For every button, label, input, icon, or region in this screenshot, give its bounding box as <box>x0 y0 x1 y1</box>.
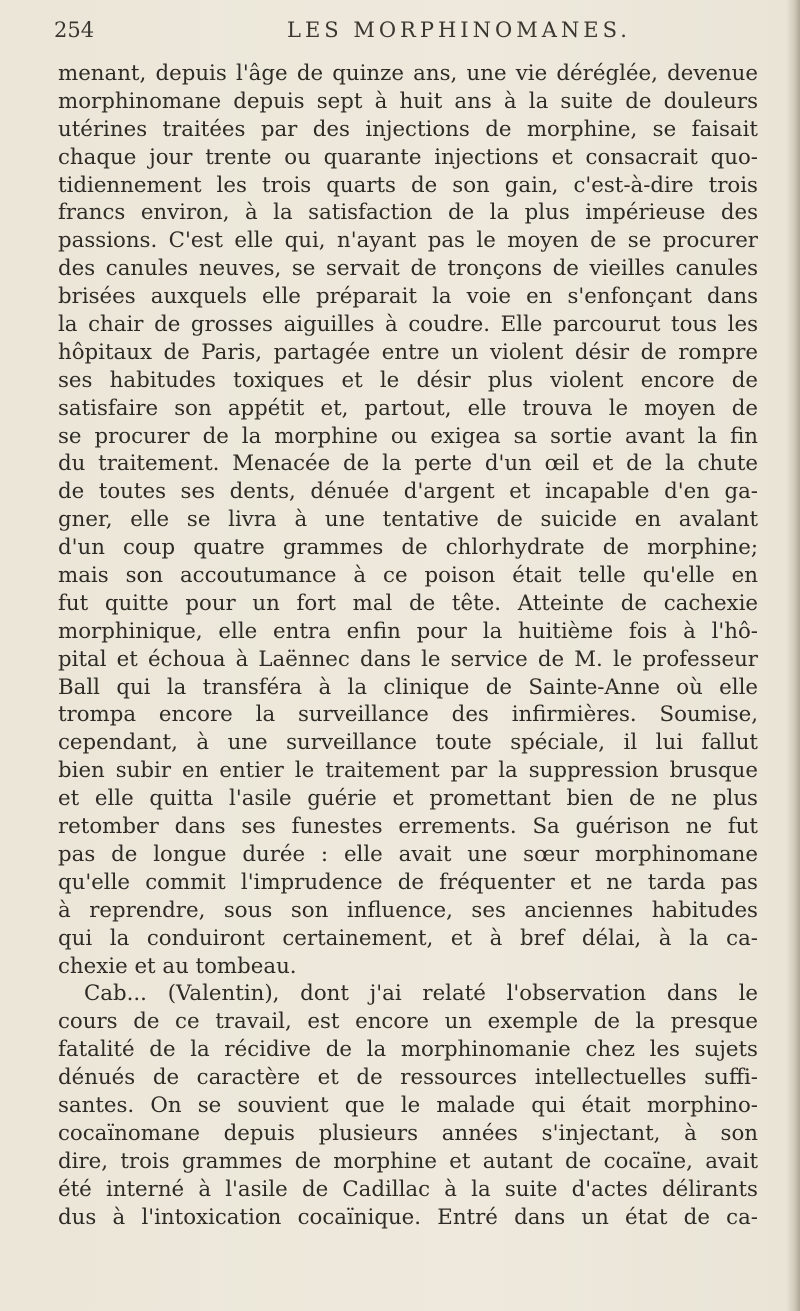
text-line: dénués de caractère et de ressources intellectuelles suffi- <box>58 1065 758 1091</box>
text-line: francs environ, à la satisfaction de la plus impérieuse des <box>58 200 758 226</box>
text-line: chaque jour trente ou quarante injections et consacrait quo- <box>58 144 758 170</box>
text-line: fatalité de la récidive de la morphinomanie chez les sujets <box>58 1037 758 1063</box>
text-line: dire, trois grammes de morphine et autant de cocaïne, avait <box>58 1148 758 1174</box>
text-line: fut quitte pour un fort mal de tête. Atteinte de cachexie <box>58 590 758 616</box>
page-header <box>54 14 754 48</box>
text-line: brisées auxquels elle préparait la voie en s'enfonçant dans <box>58 284 758 310</box>
body-text <box>58 60 758 1231</box>
text-line: d'un coup quatre grammes de chlorhydrate de morphine; <box>58 535 758 561</box>
text-line: santes. On se souvient que le malade qui était morphino- <box>58 1092 758 1118</box>
text-line: utérines traitées par des injections de morphine, se faisait <box>58 116 758 142</box>
text-line: à reprendre, sous son influence, ses anciennes habitudes <box>58 897 758 923</box>
text-line: la chair de grosses aiguilles à coudre. Elle parcourut tous les <box>58 312 758 338</box>
page-number: 254 <box>54 18 95 42</box>
text-line: morphinique, elle entra enfin pour la huitième fois à l'hô- <box>58 618 758 644</box>
text-line: morphinomane depuis sept à huit ans à la suite de douleurs <box>58 88 758 114</box>
text-line: des canules neuves, se servait de tronçons de vieilles canules <box>58 256 758 282</box>
text-line: qui la conduiront certainement, et à bref délai, à la ca- <box>58 925 758 951</box>
text-line: cocaïnomane depuis plusieurs années s'injectant, à son <box>58 1120 758 1146</box>
text-line: qu'elle commit l'imprudence de fréquenter et ne tarda pas <box>58 869 758 895</box>
text-line: bien subir en entier le traitement par la suppression brusque <box>58 758 758 784</box>
text-line: et elle quitta l'asile guérie et promettant bien de ne plus <box>58 786 758 812</box>
text-line: trompa encore la surveillance des infirmières. Soumise, <box>58 702 758 728</box>
paragraph-start-line: Cab... (Valentin), dont j'ai relaté l'observation dans le <box>84 981 758 1007</box>
text-line: mais son accoutumance à ce poison était telle qu'elle en <box>58 563 758 589</box>
text-line: pital et échoua à Laënnec dans le service de M. le professeur <box>58 646 758 672</box>
paragraph-end-line: chexie et au tombeau. <box>58 953 297 979</box>
text-line: pas de longue durée : elle avait une sœur morphinomane <box>58 841 758 867</box>
text-line: tidiennement les trois quarts de son gain, c'est-à-dire trois <box>58 172 758 198</box>
text-line: Ball qui la transféra à la clinique de Sainte-Anne où elle <box>58 674 758 700</box>
text-line: cours de ce travail, est encore un exemple de la presque <box>58 1009 758 1035</box>
text-line: passions. C'est elle qui, n'ayant pas le moyen de se procurer <box>58 228 758 254</box>
text-line: satisfaire son appétit et, partout, elle trouva le moyen de <box>58 395 758 421</box>
text-line: été interné à l'asile de Cadillac à la suite d'actes délirants <box>58 1176 758 1202</box>
text-line: cependant, à une surveillance toute spéciale, il lui fallut <box>58 730 758 756</box>
text-line: de toutes ses dents, dénuée d'argent et incapable d'en ga- <box>58 479 758 505</box>
text-line: menant, depuis l'âge de quinze ans, une vie déréglée, devenue <box>58 61 758 86</box>
text-line: gner, elle se livra à une tentative de suicide en avalant <box>58 507 758 533</box>
text-line: retomber dans ses funestes errements. Sa guérison ne fut <box>58 814 758 840</box>
text-line: du traitement. Menacée de la perte d'un œil et de la chute <box>58 451 758 477</box>
running-title: LES MORPHINOMANES. <box>287 18 631 42</box>
text-line: se procurer de la morphine ou exigea sa sortie avant la fin <box>58 423 758 449</box>
text-line: ses habitudes toxiques et le désir plus violent encore de <box>58 367 758 393</box>
page-edge-shadow <box>786 0 800 1311</box>
text-line: dus à l'intoxication cocaïnique. Entré dans un état de ca- <box>58 1204 758 1230</box>
text-line: hôpitaux de Paris, partagée entre un violent désir de rompre <box>58 339 758 365</box>
